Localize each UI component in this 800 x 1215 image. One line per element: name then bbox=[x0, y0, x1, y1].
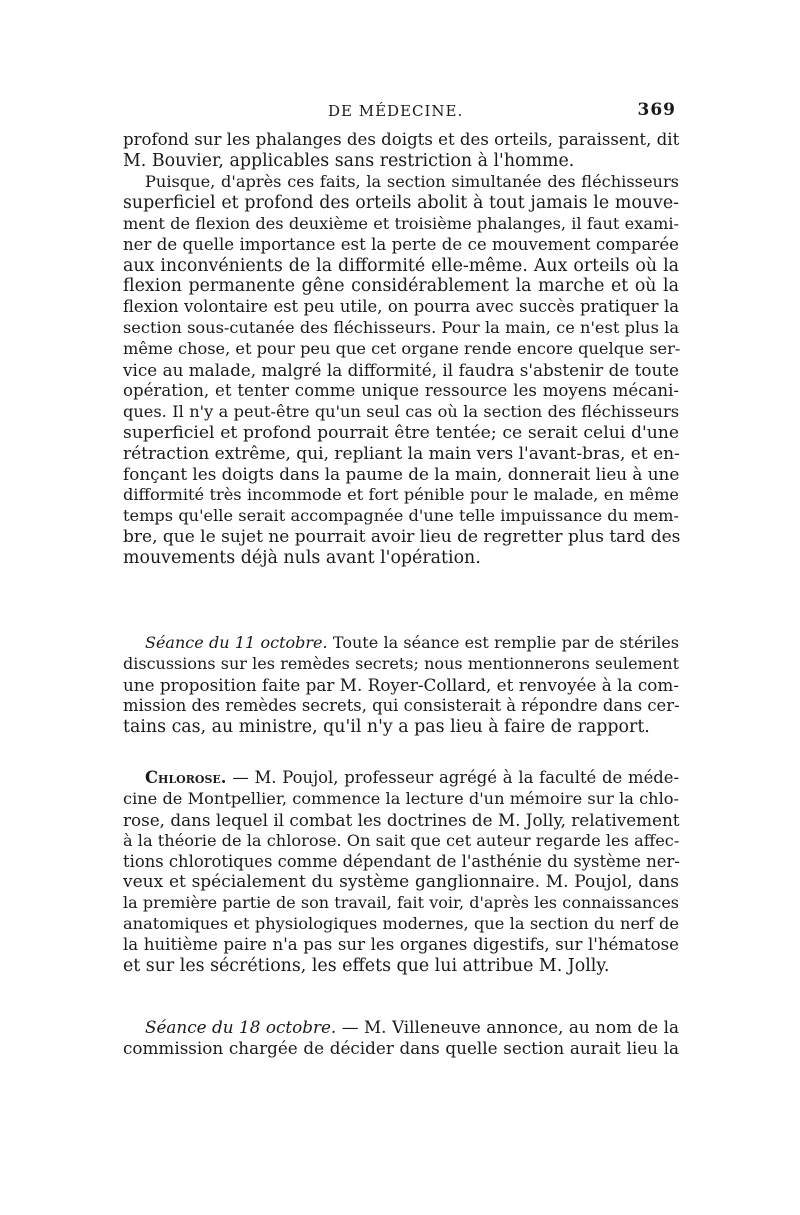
text-line: temps qu'elle serait accompagnée d'une telle impuissance du mem- bbox=[123, 506, 679, 526]
running-head bbox=[123, 100, 678, 126]
text-line: flexion volontaire est peu utile, on pourra avec succès pratiquer la bbox=[123, 297, 679, 317]
text-line: veux et spécialement du système ganglionnaire. M. Poujol, dans bbox=[123, 872, 679, 893]
running-title: DE MÉDECINE. bbox=[328, 102, 464, 120]
section-heading: Séance du 11 octobre. bbox=[145, 633, 328, 652]
section-first-line bbox=[123, 768, 679, 789]
text-line: ques. Il n'y a peut-être qu'un seul cas où la section des fléchisseurs bbox=[123, 401, 679, 421]
text-fragment: Toute la séance est remplie par de stériles bbox=[332, 633, 680, 652]
text-line: opération, et tenter comme unique ressource les moyens mécani- bbox=[123, 380, 679, 400]
section-first-line bbox=[123, 633, 679, 654]
text-line: à la théorie de la chlorose. On sait que cet auteur regarde les affec- bbox=[123, 830, 680, 850]
section-heading: Séance du 18 octobre. bbox=[145, 1017, 337, 1037]
text-line: discussions sur les remèdes secrets; nous mentionnerons seulement bbox=[123, 653, 679, 673]
page-number: 369 bbox=[637, 100, 676, 120]
text-line: ment de flexion des deuxième et troisième phalanges, il faut exami- bbox=[123, 213, 679, 233]
text-line: profond sur les phalanges des doigts et des orteils, paraissent, dit bbox=[123, 130, 680, 149]
text-line: anatomiques et physiologiques modernes, que la section du nerf de bbox=[123, 914, 679, 934]
section-chlorose bbox=[123, 768, 679, 977]
section-first-line bbox=[123, 1017, 679, 1038]
text-line: la huitième paire n'a pas sur les organes digestifs, sur l'hématose bbox=[123, 935, 679, 955]
text-fragment: — M. Villeneuve annonce, au nom de la bbox=[341, 1017, 679, 1037]
text-line: cine de Montpellier, commence la lecture d'un mémoire sur la chlo- bbox=[123, 788, 679, 808]
text-line: commission chargée de décider dans quelle section aurait lieu la bbox=[123, 1037, 679, 1058]
text-line: une proposition faite par M. Royer-Collard, et renvoyée à la com- bbox=[123, 674, 679, 695]
paragraph-flexion bbox=[123, 172, 679, 569]
text-line: rétraction extrême, qui, repliant la main vers l'avant-bras, et en- bbox=[123, 443, 680, 464]
text-line: mouvements déjà nuls avant l'opération. bbox=[123, 548, 481, 569]
text-line: rose, dans lequel il combat les doctrines de M. Jolly, relativement bbox=[123, 809, 680, 830]
text-line: superficiel et profond des orteils abolit à tout jamais le mouve- bbox=[123, 192, 679, 213]
text-line: la première partie de son travail, fait voir, d'après les connaissances bbox=[123, 893, 679, 913]
text-line: Puisque, d'après ces faits, la section simultanée des fléchisseurs bbox=[145, 172, 679, 191]
text-line: tions chlorotiques comme dépendant de l'asthénie du système ner- bbox=[123, 851, 680, 871]
text-line: flexion permanente gêne considérablement la marche et où la bbox=[123, 276, 679, 297]
text-line: ner de quelle importance est la perte de ce mouvement comparée bbox=[123, 234, 679, 254]
section-heading: Chlorose. bbox=[145, 768, 227, 787]
text-line: mission des remèdes secrets, qui consisterait à répondre dans cer- bbox=[123, 695, 680, 715]
paragraph-continuation bbox=[123, 130, 679, 172]
text-line: aux inconvénients de la difformité elle-même. Aux orteils où la bbox=[123, 255, 679, 276]
text-line: et sur les sécrétions, les effets que lui attribue M. Jolly. bbox=[123, 956, 610, 977]
text-line: M. Bouvier, applicables sans restriction à l'homme. bbox=[123, 150, 575, 171]
text-line: même chose, et pour peu que cet organe rende encore quelque ser- bbox=[123, 339, 681, 359]
section-seance-11-octobre bbox=[123, 633, 679, 737]
text-line: superficiel et profond pourrait être tentée; ce serait celui d'une bbox=[123, 422, 679, 443]
text-fragment: — M. Poujol, professeur agrégé à la faculté de méde- bbox=[232, 768, 680, 787]
text-line: section sous-cutanée des fléchisseurs. Pour la main, ce n'est plus la bbox=[123, 318, 679, 338]
text-line: vice au malade, malgré la difformité, il faudra s'abstenir de toute bbox=[123, 360, 679, 381]
text-line: fonçant les doigts dans la paume de la main, donnerait lieu à une bbox=[123, 464, 680, 485]
text-line: difformité très incommode et fort pénible pour le malade, en même bbox=[123, 485, 679, 505]
text-line: tains cas, au ministre, qu'il n'y a pas lieu à faire de rapport. bbox=[123, 716, 650, 737]
section-seance-18-octobre bbox=[123, 1017, 679, 1059]
text-line: bre, que le sujet ne pourrait avoir lieu de regretter plus tard des bbox=[123, 527, 681, 548]
